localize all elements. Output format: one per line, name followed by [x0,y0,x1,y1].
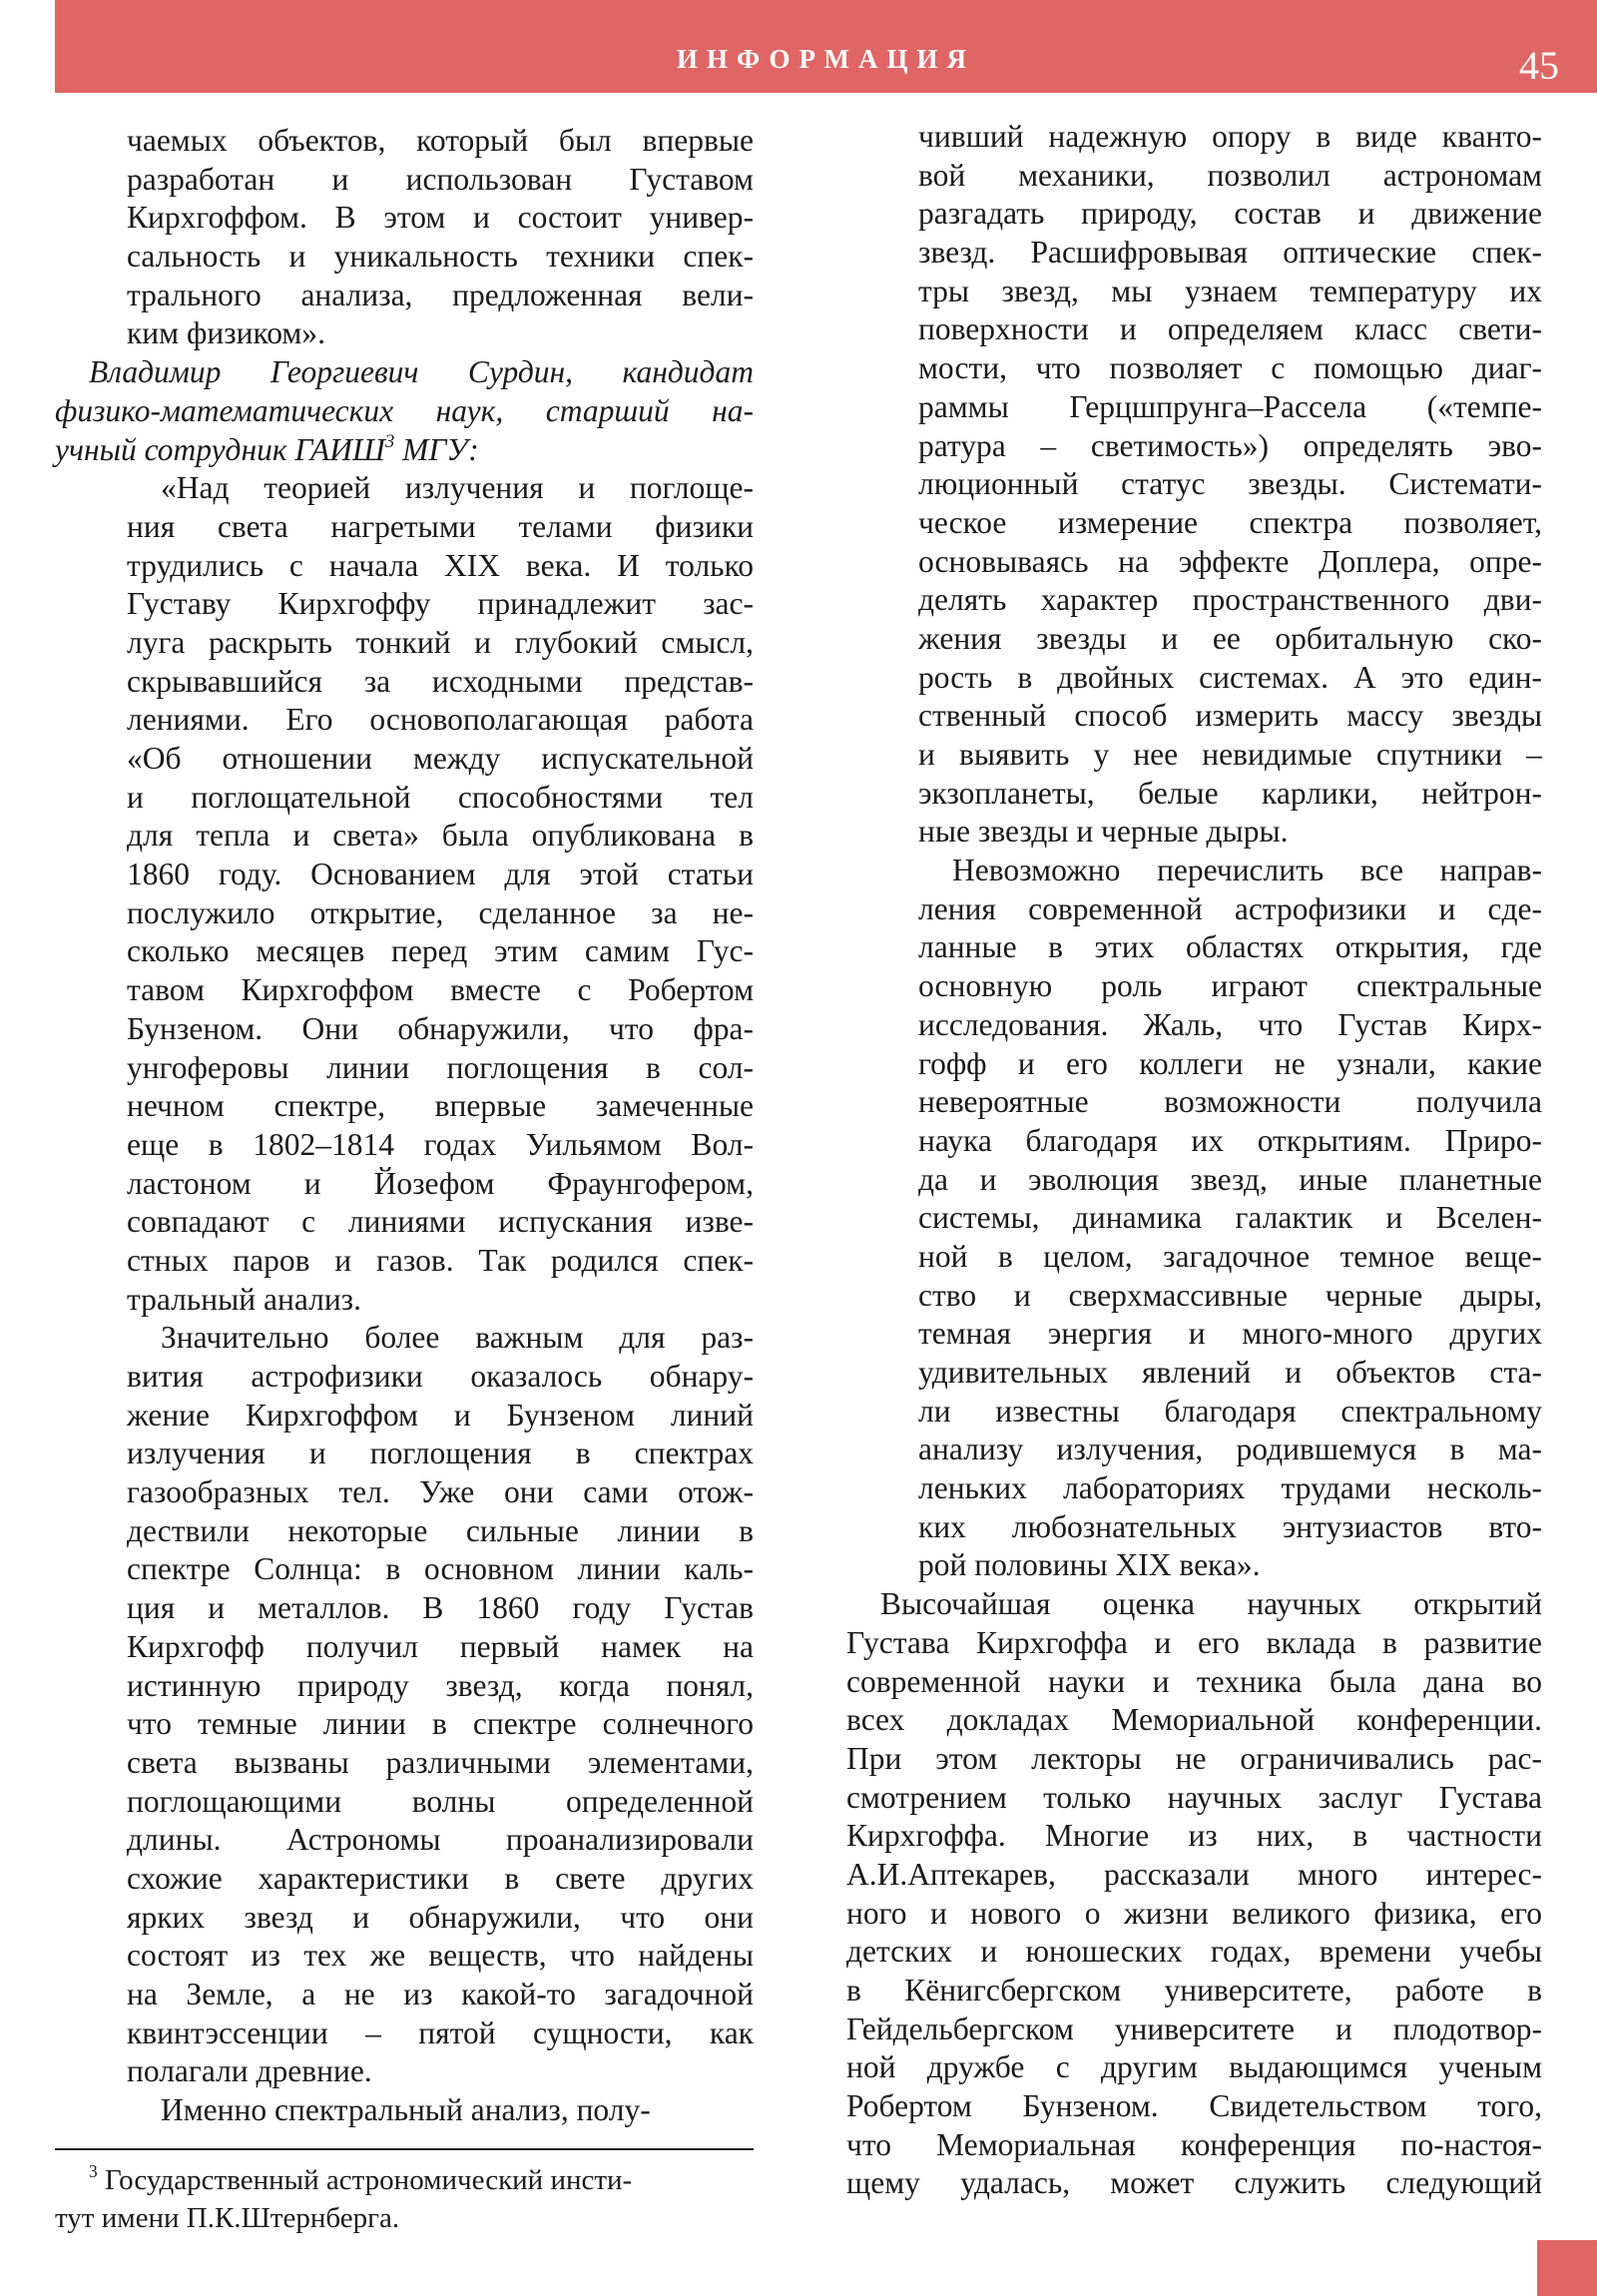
section-title: ИНФОРМАЦИЯ [677,44,975,74]
quote-block [55,469,754,2130]
text-line: Густаву Кирхгоффу принадлежит зас- [127,586,754,622]
text-line: ния света нагретыми телами физики [127,508,754,544]
text-line: звезд. Расшифровывая оптические спек- [918,235,1542,271]
text-line: невероятные возможности получила [918,1084,1542,1120]
attribution-line: физико-математических наук, старший на- [55,392,754,428]
page-number: 45 [1519,43,1559,88]
text-line: ления современной астрофизики и сде- [918,890,1542,926]
text-line: для тепла и света» была опубликована в [127,818,754,854]
text-line: наука благодаря их открытиям. Приро- [918,1122,1542,1158]
text-line: ной дружбе с другим выдающимся ученым [846,2049,1542,2085]
text-line: «Об отношении между испускательной [127,741,754,776]
text-line: жение Кирхгоффом и Бунзеном линий [127,1397,754,1433]
text-line: анализу излучения, родившемуся в ма- [918,1432,1542,1467]
text-line: Кирхгофф получил первый намек на [127,1628,754,1664]
text-line: смотрением только научных заслуг Густава [846,1779,1542,1815]
text-line: раммы Герцшпрунга–Рассела («темпе- [918,388,1542,424]
text-line: Робертом Бунзеном. Свидетельством того, [846,2088,1542,2124]
text-line: ластоном и Йозефом Фраунгофером, [127,1165,754,1201]
footnote-line: тут имени П.К.Штернберга. [55,2202,400,2234]
text-line: «Над теорией излучения и поглоще- [161,470,754,506]
text-line: разгадать природу, состав и движение [918,196,1542,232]
footnote-mark: 3 [89,2160,98,2181]
footnote [55,2161,754,2237]
text-line: чивший надежную опору в виде кванто- [918,119,1542,154]
text-line: щему удалась, может служить следующий [846,2165,1542,2201]
text-line: да и эволюция звезд, иные планетные [918,1161,1542,1197]
text-line: трального анализа, предложенная вели- [127,277,754,312]
attribution-line: учный сотрудник ГАИШ$^3$ МГУ: [55,430,479,467]
text-line: делять характер пространственного дви- [918,582,1542,618]
text-line: тавом Кирхгоффом вместе с Робертом [127,972,754,1008]
left-column [55,122,754,2130]
text-line: на Земле, а не из какой-то загадочной [127,1977,754,2011]
text-line: излучения и поглощения в спектрах [127,1435,754,1471]
text-line: люционный статус звезды. Системати- [918,466,1542,502]
text-line: А.И.Аптекарев, рассказали много интерес- [846,1856,1542,1892]
text-line: трудились с начала XIX века. И только [127,547,754,583]
text-line: длины. Астрономы проанализировали [127,1822,754,1858]
text-line: ланные в этих областях открытия, где [918,929,1542,965]
text-line: рой половины XIX века». [918,1547,1261,1583]
text-line: разработан и использован Густавом [127,161,754,197]
text-line: леньких лабораториях трудами несколь- [918,1470,1542,1506]
text-line: спектре Солнца: в основном линии каль- [127,1551,754,1587]
text-line: и выявить у нее невидимые спутники – [918,737,1542,772]
text-line: тральный анализ. [127,1281,361,1317]
text-line: совпадают с линиями испускания изве- [127,1204,754,1240]
text-line: Именно спектральный анализ, полу- [161,2092,651,2128]
text-line: Невозможно перечислить все направ- [952,853,1542,888]
text-line: послужило открытие, сделанное за не- [127,894,754,930]
text-line: света вызваны различными элементами, [127,1744,754,1780]
text-line: сколько месяцев перед этим самим Гус- [127,933,754,969]
text-line: ные звезды и черные дыры. [918,814,1289,850]
text-line: ких любознательных энтузиастов вто- [918,1508,1542,1544]
text-line: ство и сверхмассивные черные дыры, [918,1277,1542,1313]
text-line: стных паров и газов. Так родился спек- [127,1242,754,1278]
footnote-divider [55,2148,754,2150]
text-line: Кирхгоффом. В этом и состоит универ- [127,200,754,236]
text-line: скрывавшийся за исходными представ- [127,663,754,699]
text-line: ли известны благодаря спектральному [918,1393,1542,1429]
text-line: исследования. Жаль, что Густав Кирх- [918,1006,1542,1042]
text-line: мости, что позволяет с помощью диаг- [918,350,1542,386]
text-line: ного и нового о жизни великого физика, его [846,1895,1542,1931]
text-line: чаемых объектов, который был впервые [127,123,754,158]
text-line: 1860 году. Основанием для этой статьи [127,857,754,892]
text-line: газообразных тел. Уже они сами отож- [127,1474,754,1510]
text-line: ческое измерение спектра позволяет, [918,504,1542,540]
text-line: тры звезд, мы узнаем температуру их [918,273,1542,308]
running-header [55,0,1597,93]
attribution [55,353,754,469]
text-line: нечном спектре, впервые замеченные [127,1088,754,1124]
text-line: Кирхгоффа. Многие из них, в частности [846,1818,1542,1854]
text-line: поглощающими волны определенной [127,1783,754,1819]
attribution-line: Владимир Георгиевич Сурдин, кандидат [89,354,754,390]
text-line: квинтэссенции – пятой сущности, как [127,2014,754,2050]
text-line: современной науки и техника была дана во [846,1663,1542,1699]
text-line: полагали древние. [127,2053,372,2089]
text-line: Гейдельбергском университете и плодотвор- [846,2010,1542,2046]
quote-block [846,118,1542,1585]
text-line: истинную природу звезд, когда понял, [127,1667,754,1703]
text-line: При этом лекторы не ограничивались рас- [846,1740,1542,1776]
text-line: темная энергия и много-много других [918,1316,1542,1352]
text-line: что темные линии в спектре солнечного [127,1706,754,1742]
text-line: еще в 1802–1814 годах Уильямом Вол- [127,1126,754,1162]
text-line: луга раскрыть тонкий и глубокий смысл, [127,624,754,660]
text-line: ратура – светимость») определять эво- [918,427,1542,463]
right-column [846,118,1542,2203]
text-line: рость в двойных системах. А это един- [918,659,1542,695]
text-line: схожие характеристики в свете других [127,1860,754,1896]
text-line: дествили некоторые сильные линии в [127,1512,754,1548]
text-line: вития астрофизики оказалось обнару- [127,1359,754,1394]
body-paragraph [846,1585,1542,2203]
footnote-reference[interactable]: 3 [384,430,395,452]
text-line: жения звезды и ее орбитальную ско- [918,620,1542,656]
text-line: Высочайшая оценка научных открытий [880,1586,1542,1622]
text-line: ция и металлов. В 1860 году Густав [127,1590,754,1626]
footnote-line: $^3$ Государственный астрономический инсти- [89,2160,633,2196]
text-line: что Мемориальная конференция по-настоя- [846,2126,1542,2162]
text-line: системы, динамика галактик и Вселен- [918,1200,1542,1236]
text-line: и поглощательной способностями тел [127,779,754,815]
text-line: Бунзеном. Они обнаружили, что фра- [127,1010,754,1046]
text-line: удивительных явлений и объектов ста- [918,1355,1542,1390]
text-line: экзопланеты, белые карлики, нейтрон- [918,775,1542,811]
text-line: ярких звезд и обнаружили, что они [127,1899,754,1935]
text-line: ственный способ измерить массу звезды [918,698,1542,734]
text-line: вой механики, позволил астрономам [918,157,1542,193]
text-line: сальность и уникальность техники спек- [127,239,754,275]
text-line: Значительно более важным для раз- [161,1320,754,1356]
text-line: основываясь на эффекте Доплера, опре- [918,543,1542,579]
quote-continuation [55,122,754,353]
text-line: всех докладах Мемориальной конференции. [846,1702,1542,1738]
text-line: в Кёнигсбергском университете, работе в [846,1973,1542,2008]
page-corner-tab [1537,2240,1597,2296]
text-line: унгоферовы линии поглощения в сол- [127,1049,754,1085]
text-line: детских и юношеских годах, времени учебы [846,1934,1542,1970]
text-line: ной в целом, загадочное темное веще- [918,1238,1542,1274]
text-line: состоят из тех же веществ, что найдены [127,1938,754,1974]
text-line: основную роль играют спектральные [918,968,1542,1004]
text-line: ким физиком». [127,315,325,351]
text-line: лениями. Его основополагающая работа [127,702,754,738]
text-line: гофф и его коллеги не узнали, какие [918,1045,1542,1081]
text-line: поверхности и определяем класс свети- [918,311,1542,347]
text-line: Густава Кирхгоффа и его вклада в развитие [846,1624,1542,1660]
